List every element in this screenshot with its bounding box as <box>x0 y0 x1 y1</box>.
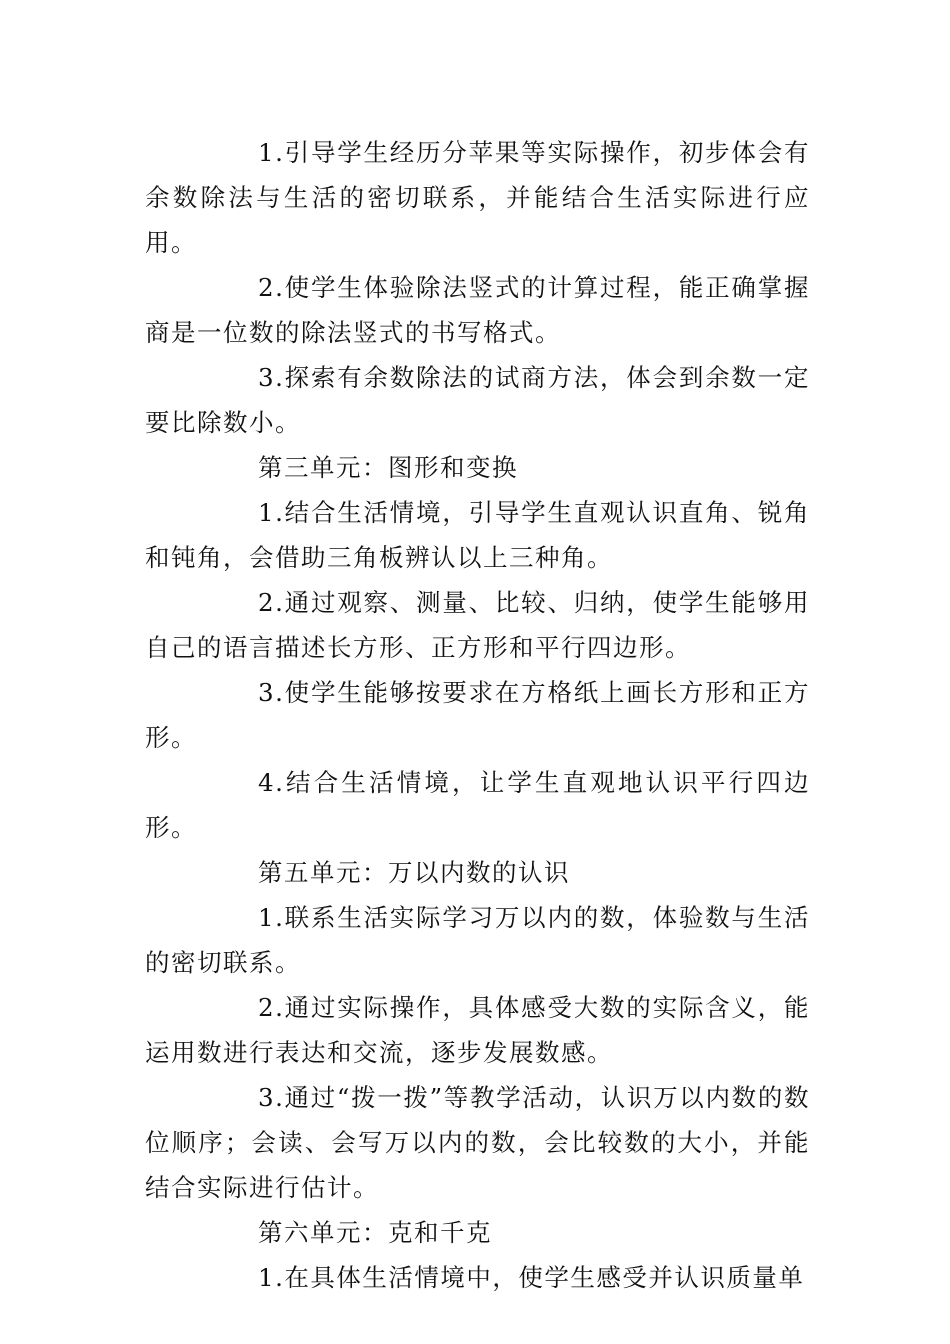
paragraph: 2.通过实际操作，具体感受大数的实际含义，能运用数进行表达和交流，逐步发展数感。 <box>145 993 810 1067</box>
paragraph: 3.使学生能够按要求在方格纸上画长方形和正方形。 <box>145 678 810 752</box>
document-body <box>145 130 810 1300</box>
paragraph: 3.探索有余数除法的试商方法，体会到余数一定要比除数小。 <box>145 363 810 437</box>
paragraph: 1.联系生活实际学习万以内的数，体验数与生活的密切联系。 <box>145 903 810 977</box>
paragraph: 3.通过“拨一拨”等教学活动，认识万以内数的数位顺序；会读、会写万以内的数，会比较数的大小，并能结合实际进行估计。 <box>145 1083 810 1202</box>
section-heading: 第六单元：克和千克 <box>258 1218 492 1247</box>
paragraph: 1.结合生活情境，引导学生直观认识直角、锐角和钝角，会借助三角板辨认以上三种角。 <box>145 498 810 572</box>
paragraph: 2.通过观察、测量、比较、归纳，使学生能够用自己的语言描述长方形、正方形和平行四边形。 <box>145 588 810 662</box>
section-heading: 第三单元：图形和变换 <box>258 453 518 482</box>
paragraph: 1.引导学生经历分苹果等实际操作，初步体会有余数除法与生活的密切联系，并能结合生活实际进行应用。 <box>145 138 810 257</box>
section-heading: 第五单元：万以内数的认识 <box>258 858 570 887</box>
paragraph: 2.使学生体验除法竖式的计算过程，能正确掌握商是一位数的除法竖式的书写格式。 <box>145 273 810 347</box>
paragraph: 4.结合生活情境，让学生直观地认识平行四边形。 <box>145 768 810 842</box>
paragraph: 1.在具体生活情境中，使学生感受并认识质量单 <box>258 1263 805 1292</box>
